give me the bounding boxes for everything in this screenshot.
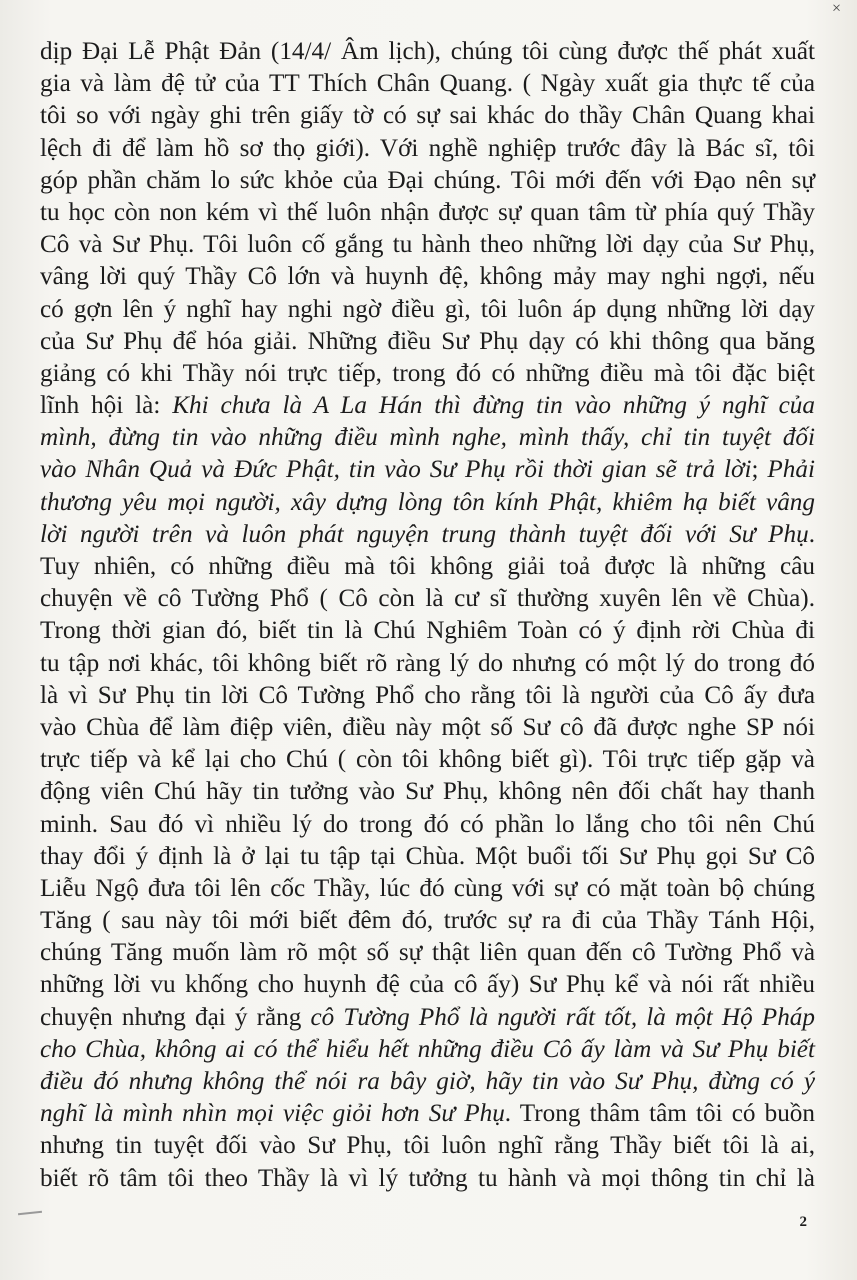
text-segment: Cô và Sư Phụ. Tôi luôn cố gắng tu hành theo những lời dạy của Sư Phụ, bbox=[40, 231, 815, 259]
text-segment: lệch đi để làm hồ sơ thọ giới). Với nghề nghiệp trước đây là Bác sĩ, tôi bbox=[40, 134, 815, 162]
text-segment: Liễu Ngộ đưa tôi lên cốc Thầy, lúc đó cùng với sự có mặt toàn bộ chúng bbox=[40, 874, 815, 902]
text-line bbox=[40, 1130, 815, 1162]
text-line bbox=[40, 358, 815, 390]
text-line bbox=[40, 487, 815, 519]
body-text bbox=[40, 36, 815, 1195]
text-line bbox=[40, 229, 815, 261]
italic-text-segment: lời người trên và luôn phát nguyện trung thành tuyệt đối với Sư Phụ bbox=[40, 520, 809, 548]
text-line bbox=[40, 326, 815, 358]
margin-pen-mark bbox=[18, 1211, 42, 1215]
text-line bbox=[40, 712, 815, 744]
italic-text-segment: cho Chùa, không ai có thể hiểu hết những điều Cô ấy làm và Sư Phụ biết bbox=[40, 1035, 815, 1063]
text-segment: . Trong thâm tâm tôi có buồn bbox=[504, 1100, 815, 1128]
text-segment: minh. Sau đó vì nhiều lý do trong đó có phần lo lắng cho tôi nên Chú bbox=[40, 810, 815, 838]
italic-text-segment: Phải bbox=[767, 456, 815, 484]
text-line bbox=[40, 1098, 815, 1130]
text-segment: biết rõ tâm tôi theo Thầy là vì lý tưởng tu hành và mọi thông tin chỉ là bbox=[40, 1164, 815, 1192]
text-segment: vào Chùa để làm điệp viên, điều này một số Sư cô đã được nghe SP nói bbox=[40, 713, 815, 741]
text-line bbox=[40, 615, 815, 647]
italic-text-segment: thương yêu mọi người, xây dựng lòng tôn kính Phật, khiêm hạ biết vâng bbox=[40, 488, 815, 516]
text-line bbox=[40, 422, 815, 454]
text-line bbox=[40, 36, 815, 68]
text-line bbox=[40, 454, 815, 486]
text-line bbox=[40, 261, 815, 293]
text-line bbox=[40, 873, 815, 905]
text-segment: nhưng tin tuyệt đối vào Sư Phụ, tôi luôn nghĩ rằng Thầy biết tôi là ai, bbox=[40, 1132, 815, 1160]
text-segment: tu học còn non kém vì thế luôn nhận được sự quan tâm từ phía quý Thầy bbox=[40, 198, 815, 226]
text-segment: giảng có khi Thầy nói trực tiếp, trong đó có những điều mà tôi đặc biệt bbox=[40, 359, 815, 387]
text-segment: trực tiếp và kể lại cho Chú ( còn tôi không biết gì). Tôi trực tiếp gặp và bbox=[40, 746, 815, 774]
text-line bbox=[40, 133, 815, 165]
text-segment: vâng lời quý Thầy Cô lớn và huynh đệ, không mảy may nghi ngợi, nếu bbox=[40, 263, 815, 291]
text-line bbox=[40, 100, 815, 132]
text-line bbox=[40, 165, 815, 197]
italic-text-segment: mình, đừng tin vào những điều mình nghe, mình thấy, chỉ tin tuyệt đối bbox=[40, 424, 815, 452]
text-line bbox=[40, 969, 815, 1001]
italic-text-segment: Khi chưa là A La Hán thì đừng tin vào những ý nghĩ của bbox=[172, 392, 815, 420]
text-segment: động viên Chú hãy tin tưởng vào Sư Phụ, không nên đối chất hay thanh bbox=[40, 778, 815, 806]
text-line bbox=[40, 937, 815, 969]
text-segment: tôi so với ngày ghi trên giấy tờ có sự sai khác do thầy Chân Quang khai bbox=[40, 102, 815, 130]
text-segment: góp phần chăm lo sức khỏe của Đại chúng. Tôi mới đến với Đạo nên sự bbox=[40, 166, 815, 194]
text-segment: có gợn lên ý nghĩ hay nghi ngờ điều gì, tôi luôn áp dụng những lời dạy bbox=[40, 295, 815, 323]
text-line bbox=[40, 197, 815, 229]
corner-tick-mark: × bbox=[831, 0, 841, 17]
text-segment: . bbox=[808, 520, 815, 548]
text-segment: chuyện về cô Tường Phổ ( Cô còn là cư sĩ thường xuyên lên về Chùa). bbox=[40, 585, 815, 613]
italic-text-segment: vào Nhân Quả và Đức Phật, tin vào Sư Phụ rồi thời gian sẽ trả lời bbox=[40, 456, 752, 484]
text-line bbox=[40, 551, 815, 583]
text-segment: những lời vu khống cho huynh đệ của cô ấy) Sư Phụ kể và nói rất nhiều bbox=[40, 971, 815, 999]
text-segment: Tăng ( sau này tôi mới biết đêm đó, trước sự ra đi của Thầy Tánh Hội, bbox=[40, 907, 815, 935]
text-segment: là vì Sư Phụ tin lời Cô Tường Phổ cho rằng tôi là người của Cô ấy đưa bbox=[40, 681, 815, 709]
page-number: 2 bbox=[799, 1214, 807, 1230]
text-line bbox=[40, 680, 815, 712]
text-line bbox=[40, 648, 815, 680]
text-segment: chúng Tăng muốn làm rõ một số sự thật liên quan đến cô Tường Phổ và bbox=[40, 939, 815, 967]
text-line bbox=[40, 744, 815, 776]
text-segment: Tuy nhiên, có những điều mà tôi không giải toả được là những câu bbox=[40, 553, 815, 580]
text-line bbox=[40, 1034, 815, 1066]
text-segment: Trong thời gian đó, biết tin là Chú Nghiêm Toàn có ý định rời Chùa đi bbox=[40, 617, 815, 645]
text-line bbox=[40, 519, 815, 551]
text-line bbox=[40, 1002, 815, 1034]
text-line bbox=[40, 1066, 815, 1098]
text-segment: thay đổi ý định là ở lại tu tập tại Chùa. Một buổi tối Sư Phụ gọi Sư Cô bbox=[40, 842, 815, 870]
text-segment: dịp Đại Lễ Phật Đản (14/4/ Âm lịch), chúng tôi cùng được thế phát xuất bbox=[40, 38, 815, 65]
text-line bbox=[40, 776, 815, 808]
text-line bbox=[40, 1163, 815, 1195]
italic-text-segment: cô Tường Phổ là người rất tốt, là một Hộ Pháp bbox=[310, 1003, 815, 1031]
text-segment: tu tập nơi khác, tôi không biết rõ ràng lý do nhưng có một lý do trong đó bbox=[40, 649, 815, 677]
text-line bbox=[40, 841, 815, 873]
text-segment: gia và làm đệ tử của TT Thích Chân Quang. ( Ngày xuất gia thực tế của bbox=[40, 70, 815, 98]
text-line bbox=[40, 390, 815, 422]
italic-text-segment: điều đó nhưng không thể nói ra bây giờ, hãy tin vào Sư Phụ, đừng có ý bbox=[40, 1068, 815, 1095]
text-line bbox=[40, 809, 815, 841]
text-segment: lĩnh hội là: bbox=[40, 392, 173, 420]
text-line bbox=[40, 294, 815, 326]
text-line bbox=[40, 905, 815, 937]
text-line bbox=[40, 68, 815, 100]
text-segment: ; bbox=[751, 456, 768, 484]
text-segment: chuyện nhưng đại ý rằng bbox=[40, 1003, 311, 1031]
text-line bbox=[40, 583, 815, 615]
italic-text-segment: nghĩ là mình nhìn mọi việc giỏi hơn Sư Phụ bbox=[40, 1100, 505, 1128]
text-segment: của Sư Phụ để hóa giải. Những điều Sư Phụ dạy có khi thông qua băng bbox=[40, 327, 815, 355]
